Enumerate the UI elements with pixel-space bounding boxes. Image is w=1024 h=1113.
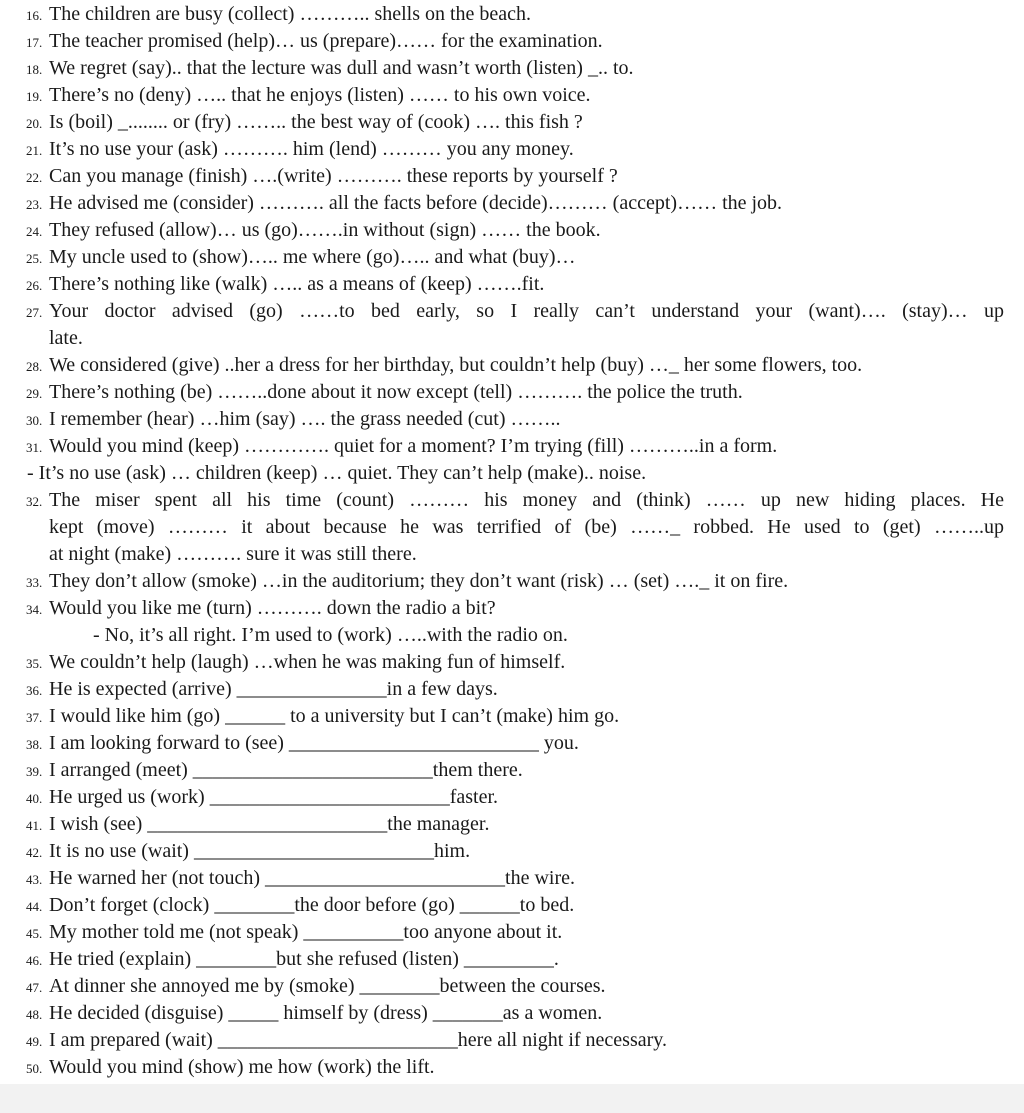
exercise-text: They don’t allow (smoke) …in the auditorium; they don’t want (risk) … (set) …._ it on fire. xyxy=(49,570,789,592)
exercise-number: 41. xyxy=(26,818,43,833)
exercise-text: I arranged (meet) ________________________them there. xyxy=(49,759,523,781)
exercise-text: It’s no use your (ask) ………. him (lend) ……… you any money. xyxy=(49,138,574,160)
exercise-number: 16. xyxy=(26,8,43,23)
exercise-text: I am looking forward to (see) _________________________ you. xyxy=(49,732,579,754)
exercise-number: 45. xyxy=(26,926,43,941)
exercise-text: Would you like me (turn) ………. down the radio a bit? xyxy=(49,597,496,619)
exercise-number: 35. xyxy=(26,656,43,671)
exercise-text: We regret (say).. that the lecture was dull and wasn’t worth (listen) _.. to. xyxy=(49,57,634,79)
exercise-text: We couldn’t help (laugh) …when he was making fun of himself. xyxy=(49,651,566,673)
exercise-text: Your doctor advised (go) ……to bed early, so I really can’t understand your (want)…. (stay)… up xyxy=(49,300,1004,322)
exercise-number: 50. xyxy=(26,1061,43,1076)
exercise-text: Would you mind (show) me how (work) the lift. xyxy=(49,1056,435,1078)
exercise-text: He decided (disguise) _____ himself by (dress) _______as a women. xyxy=(49,1002,603,1024)
exercise-number: 30. xyxy=(26,413,43,428)
exercise-text: at night (make) ………. sure it was still there. xyxy=(49,543,417,565)
exercise-number: 49. xyxy=(26,1034,43,1049)
exercise-text: He warned her (not touch) ________________________the wire. xyxy=(49,867,575,889)
exercise-text: At dinner she annoyed me by (smoke) ________between the courses. xyxy=(49,975,606,997)
exercise-text: My uncle used to (show)….. me where (go)….. and what (buy)… xyxy=(49,246,576,268)
exercise-number: 36. xyxy=(26,683,43,698)
exercise-number: 39. xyxy=(26,764,43,779)
exercise-text: He tried (explain) ________but she refused (listen) _________. xyxy=(49,948,559,970)
exercise-number: 20. xyxy=(26,116,43,131)
exercise-text: Don’t forget (clock) ________the door before (go) ______to bed. xyxy=(49,894,575,916)
exercise-text: There’s nothing like (walk) ….. as a means of (keep) …….fit. xyxy=(49,273,545,295)
exercise-text: The children are busy (collect) ……….. shells on the beach. xyxy=(49,3,532,25)
exercise-number: 44. xyxy=(26,899,43,914)
exercise-text: kept (move) ……… it about because he was terrified of (be) ……_ robbed. He used to (get) ……..up xyxy=(49,516,1004,538)
exercise-number: 24. xyxy=(26,224,43,239)
exercise-text: Would you mind (keep) …………. quiet for a moment? I’m trying (fill) ………..in a form. xyxy=(49,435,778,457)
exercise-number: 31. xyxy=(26,440,43,455)
exercise-text: I would like him (go) ______ to a university but I can’t (make) him go. xyxy=(49,705,620,727)
exercise-number: 21. xyxy=(26,143,43,158)
exercise-text: - No, it’s all right. I’m used to (work) …..with the radio on. xyxy=(93,624,568,646)
page-bottom-strip xyxy=(0,1084,1024,1113)
exercise-text: He advised me (consider) ………. all the facts before (decide)……… (accept)…… the job. xyxy=(49,192,783,214)
exercise-number: 34. xyxy=(26,602,43,617)
exercise-number: 27. xyxy=(26,305,43,320)
exercise-number: 43. xyxy=(26,872,43,887)
exercise-text: Can you manage (finish) ….(write) ………. these reports by yourself ? xyxy=(49,165,618,187)
exercise-text: I remember (hear) …him (say) …. the grass needed (cut) …….. xyxy=(49,408,561,430)
exercise-number: 23. xyxy=(26,197,43,212)
exercise-text: - It’s no use (ask) … children (keep) … quiet. They can’t help (make).. noise. xyxy=(27,462,647,484)
exercise-number: 29. xyxy=(26,386,43,401)
exercise-number: 28. xyxy=(26,359,43,374)
exercise-number: 37. xyxy=(26,710,43,725)
exercise-number: 48. xyxy=(26,1007,43,1022)
exercise-text: He is expected (arrive) _______________in a few days. xyxy=(49,678,498,700)
exercise-number: 42. xyxy=(26,845,43,860)
exercise-text: He urged us (work) ________________________faster. xyxy=(49,786,499,808)
exercise-number: 46. xyxy=(26,953,43,968)
exercise-number: 19. xyxy=(26,89,43,104)
exercise-text: My mother told me (not speak) __________too anyone about it. xyxy=(49,921,563,943)
exercise-number: 25. xyxy=(26,251,43,266)
exercise-number: 17. xyxy=(26,35,43,50)
exercise-number: 22. xyxy=(26,170,43,185)
exercise-number: 32. xyxy=(26,494,43,509)
exercise-text: The miser spent all his time (count) ……… his money and (think) …… up new hiding places. He xyxy=(49,489,1004,511)
exercise-number: 33. xyxy=(26,575,43,590)
exercise-number: 40. xyxy=(26,791,43,806)
exercise-text: late. xyxy=(49,327,83,349)
exercise-number: 18. xyxy=(26,62,43,77)
exercise-text: Is (boil) _........ or (fry) …….. the best way of (cook) …. this fish ? xyxy=(49,111,583,133)
exercise-text: There’s no (deny) ….. that he enjoys (listen) …… to his own voice. xyxy=(49,84,591,106)
exercise-text: I am prepared (wait) ________________________here all night if necessary. xyxy=(49,1029,667,1051)
exercise-text: I wish (see) ________________________the manager. xyxy=(49,813,490,835)
exercise-text: There’s nothing (be) ……..done about it now except (tell) ………. the police the truth. xyxy=(49,381,743,403)
exercise-text: They refused (allow)… us (go)…….in without (sign) …… the book. xyxy=(49,219,601,241)
exercise-number: 38. xyxy=(26,737,43,752)
exercise-text: We considered (give) ..her a dress for her birthday, but couldn’t help (buy) …_ her some flowers, too. xyxy=(49,354,863,376)
exercise-number: 26. xyxy=(26,278,43,293)
exercise-text: The teacher promised (help)… us (prepare)…… for the examination. xyxy=(49,30,603,52)
exercise-text: It is no use (wait) ________________________him. xyxy=(49,840,471,862)
exercise-number: 47. xyxy=(26,980,43,995)
